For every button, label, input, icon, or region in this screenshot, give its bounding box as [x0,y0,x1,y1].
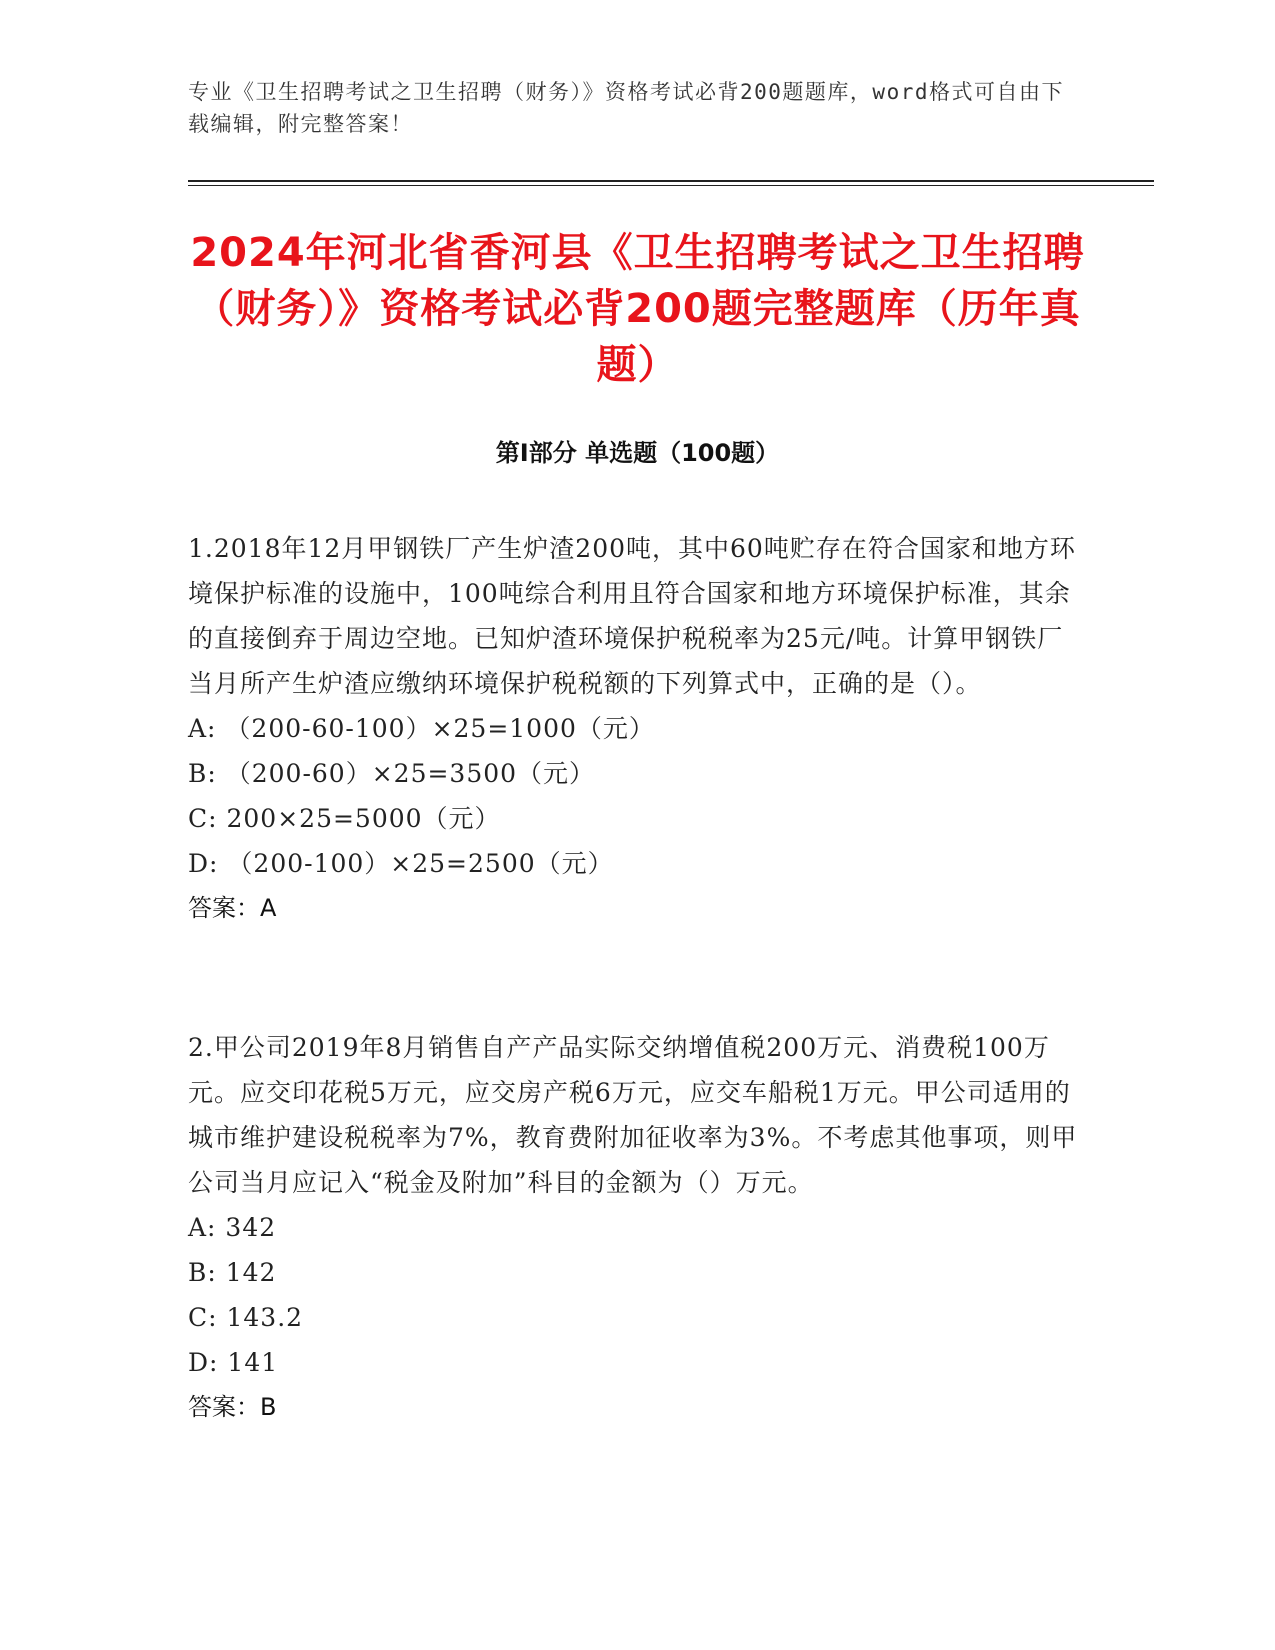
question-stem: 1.2018年12月甲钢铁厂产生炉渣200吨，其中60吨贮存在符合国家和地方环境保护标准的设施中，100吨综合利用且符合国家和地方环境保护标准，其余的直接倒弃于周边空地。已知炉渣环境保护税税率为25元/吨。计算甲钢铁厂当月所产生炉渣应缴纳环境保护税税额的下列算式中，正确的是（）。 [188,534,1076,698]
option-a: A: （200-60-100）×25=1000（元） [188,714,655,743]
option-d: D: （200-100）×25=2500（元） [188,849,614,878]
document-title: 2024年河北省香河县《卫生招聘考试之卫生招聘（财务）》资格考试必背200题完整题库（历年真题） [190,230,1085,388]
question-2 [188,1025,1083,1430]
question-1 [188,526,1083,931]
header-note: 专业《卫生招聘考试之卫生招聘（财务）》资格考试必背200题题库，word格式可自由下载编辑，附完整答案！ [188,80,1064,136]
section-title: 第Ⅰ部分 单选题（100题） [495,439,780,467]
option-c: C: 200×25=5000（元） [188,804,501,833]
option-b: B: 142 [188,1258,277,1287]
question-stem: 2.甲公司2019年8月销售自产产品实际交纳增值税200万元、消费税100万元。应交印花税5万元，应交房产税6万元，应交车船税1万元。甲公司适用的城市维护建设税税率为7%，教育费附加征收率为3%。不考虑其他事项，则甲公司当月应记入“税金及附加”科目的金额为（）万元。 [188,1033,1078,1197]
header-divider-thin [188,185,1154,186]
option-b: B: （200-60）×25=3500（元） [188,759,596,788]
header-divider [188,180,1154,182]
option-d: D: 141 [188,1348,279,1377]
option-c: C: 143.2 [188,1303,304,1332]
answer-line: 答案：B [188,1393,277,1421]
answer-line: 答案：A [188,894,277,922]
option-a: A: 342 [188,1213,277,1242]
